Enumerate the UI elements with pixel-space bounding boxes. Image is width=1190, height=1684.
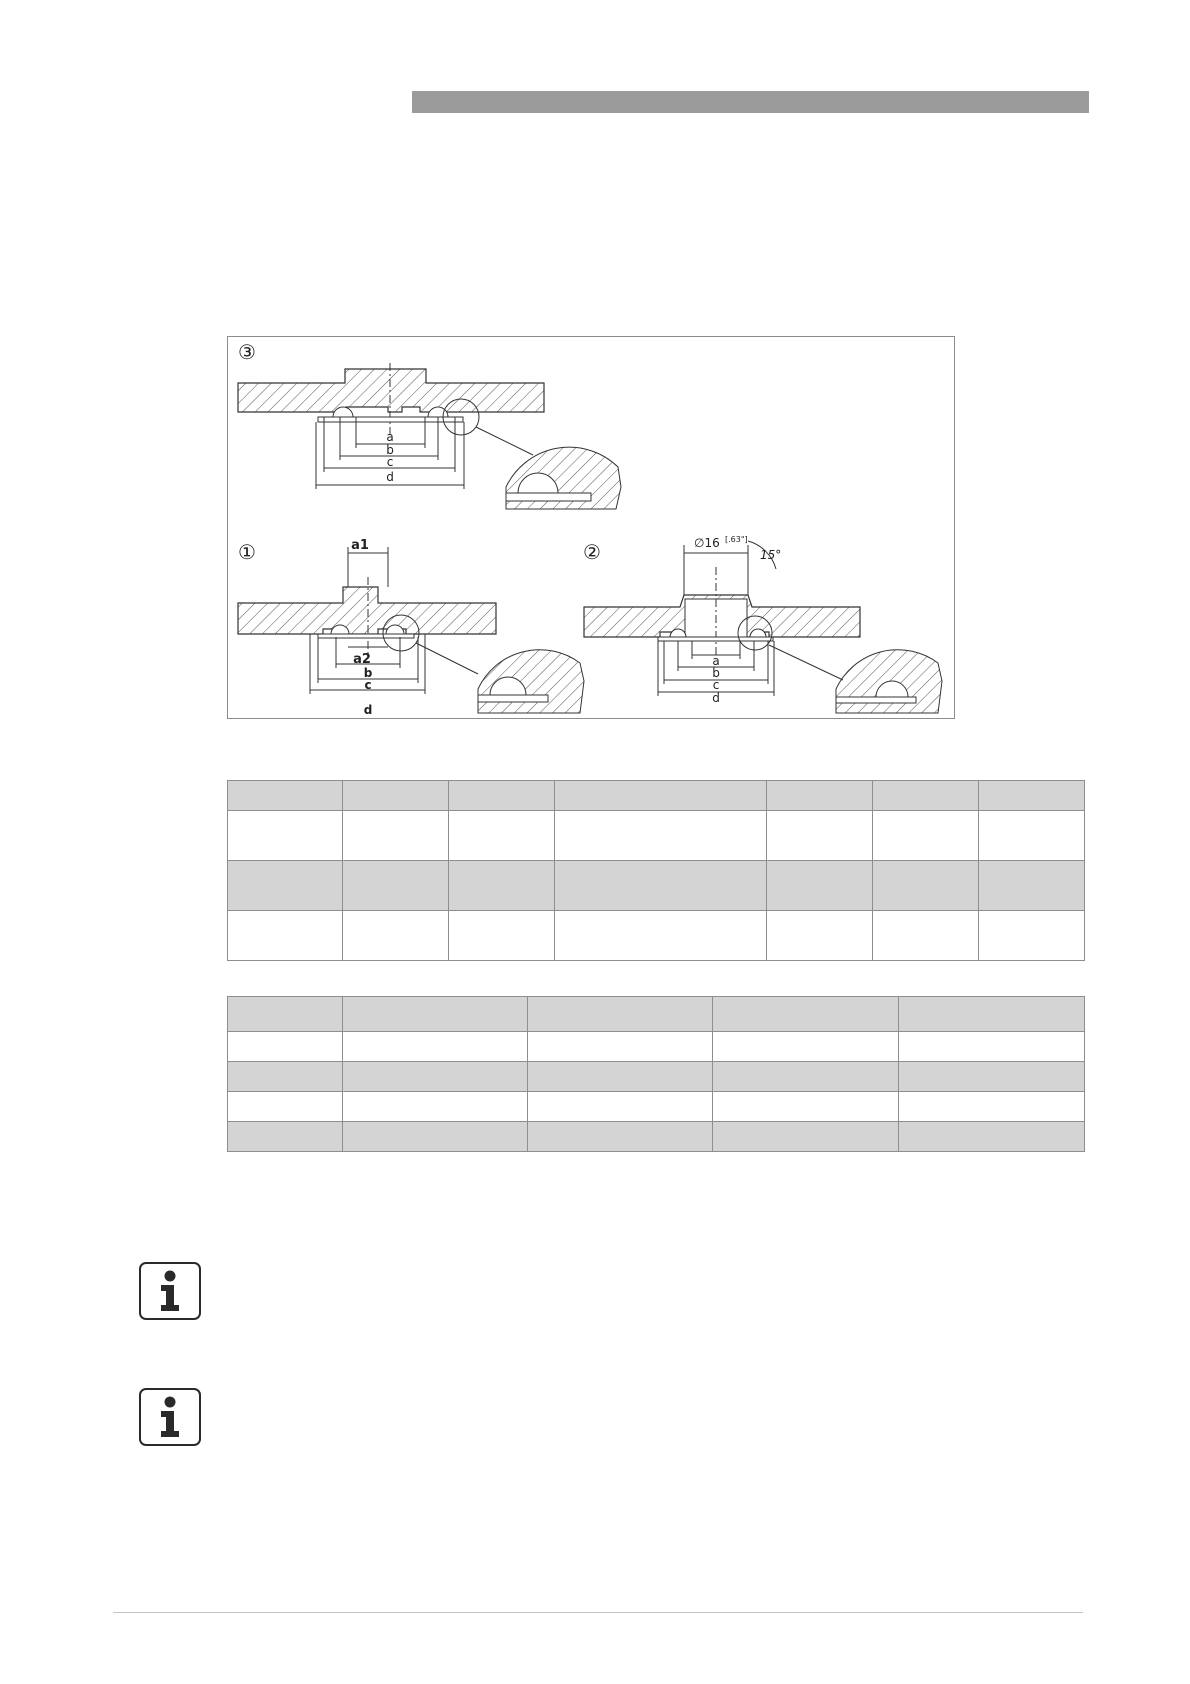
table-cell	[873, 861, 979, 911]
table-row	[228, 861, 1085, 911]
table-cell	[228, 1062, 343, 1092]
table-cell	[713, 1062, 899, 1092]
table-cell	[528, 1032, 713, 1062]
dim-label-d-2: d	[712, 691, 720, 705]
table-cell	[713, 1122, 899, 1152]
header-bar	[412, 91, 1089, 113]
detail-leader-2	[769, 645, 843, 680]
table-cell	[449, 861, 555, 911]
angle-label: 15°	[760, 548, 782, 562]
dim-label-a1-1: a1	[351, 538, 369, 553]
figure-drawing	[228, 337, 956, 720]
table-header-cell	[979, 781, 1085, 811]
table-header-row	[228, 997, 1085, 1032]
table-cell	[979, 861, 1085, 911]
table-header-cell	[713, 997, 899, 1032]
dim-label-b-3: b	[386, 443, 394, 457]
table-cell	[343, 811, 449, 861]
table-header-cell	[767, 781, 873, 811]
table-cell	[555, 811, 767, 861]
seal-ring-2	[658, 637, 773, 641]
info-icon	[139, 1262, 201, 1320]
table-row	[228, 1062, 1085, 1092]
table-cell	[555, 861, 767, 911]
dim-label-b-1: b	[363, 666, 373, 680]
table-header-cell	[228, 781, 343, 811]
table-cell	[899, 1032, 1085, 1062]
dim-label-c-1: c	[364, 678, 372, 692]
footer-divider	[113, 1612, 1083, 1613]
info-icon	[139, 1388, 201, 1446]
table-row	[228, 1032, 1085, 1062]
marker-1: ①	[238, 540, 256, 564]
table-header-cell	[555, 781, 767, 811]
dim-label-a-3: a	[386, 430, 394, 444]
detail-seal-1	[478, 695, 548, 702]
table-cell	[343, 911, 449, 961]
table-header-cell	[228, 997, 343, 1032]
housing-1	[238, 587, 496, 634]
table-cell	[449, 811, 555, 861]
table-cell	[767, 861, 873, 911]
table-cell	[343, 1092, 528, 1122]
table-cell	[449, 911, 555, 961]
table-cell	[899, 1092, 1085, 1122]
dim-label-b-2: b	[712, 666, 720, 680]
table-cell	[343, 1062, 528, 1092]
table-cell	[228, 1032, 343, 1062]
table-row	[228, 1092, 1085, 1122]
table-header-cell	[343, 997, 528, 1032]
dim-label-d-1: d	[363, 703, 373, 717]
table-cell	[873, 911, 979, 961]
table-cell	[979, 811, 1085, 861]
table-cell	[343, 861, 449, 911]
table-row	[228, 811, 1085, 861]
table-header-row	[228, 781, 1085, 811]
table-header-cell	[528, 997, 713, 1032]
table-cell	[555, 911, 767, 961]
dimension-table-1	[227, 780, 1085, 961]
table-row	[228, 911, 1085, 961]
table-cell	[979, 911, 1085, 961]
table-cell	[713, 1032, 899, 1062]
table-header-cell	[899, 997, 1085, 1032]
seal-dimension-figure	[227, 336, 955, 719]
detail-view-1	[478, 650, 584, 713]
table-header-cell	[343, 781, 449, 811]
detail-leader-3	[476, 427, 533, 455]
dim-label-a2-1: a2	[353, 652, 371, 667]
table-row	[228, 1122, 1085, 1152]
table-cell	[899, 1122, 1085, 1152]
table-cell	[228, 1122, 343, 1152]
table-cell	[228, 861, 343, 911]
table-cell	[343, 1032, 528, 1062]
table-cell	[767, 911, 873, 961]
table-cell	[873, 811, 979, 861]
table-cell	[899, 1062, 1085, 1092]
detail-seal-3	[506, 493, 591, 501]
table-cell	[713, 1092, 899, 1122]
table-header-cell	[449, 781, 555, 811]
table-cell	[528, 1092, 713, 1122]
table-cell	[343, 1122, 528, 1152]
table-cell	[228, 911, 343, 961]
housing-3	[238, 369, 544, 412]
detail-seal-2	[836, 697, 916, 703]
diameter-label: ∅16	[694, 536, 720, 550]
marker-2: ②	[583, 540, 601, 564]
dim-label-d-3: d	[386, 470, 394, 484]
marker-3: ③	[238, 340, 256, 364]
table-cell	[528, 1062, 713, 1092]
dim-label-a-2: a	[712, 654, 720, 668]
dimension-table-2	[227, 996, 1085, 1152]
table-cell	[767, 811, 873, 861]
dim-label-c-2: c	[712, 678, 720, 692]
table-cell	[228, 811, 343, 861]
table-header-cell	[873, 781, 979, 811]
table-cell	[528, 1122, 713, 1152]
diameter-inch-label: [.63"]	[725, 535, 748, 544]
table-cell	[228, 1092, 343, 1122]
dim-label-c-3: c	[386, 455, 394, 469]
